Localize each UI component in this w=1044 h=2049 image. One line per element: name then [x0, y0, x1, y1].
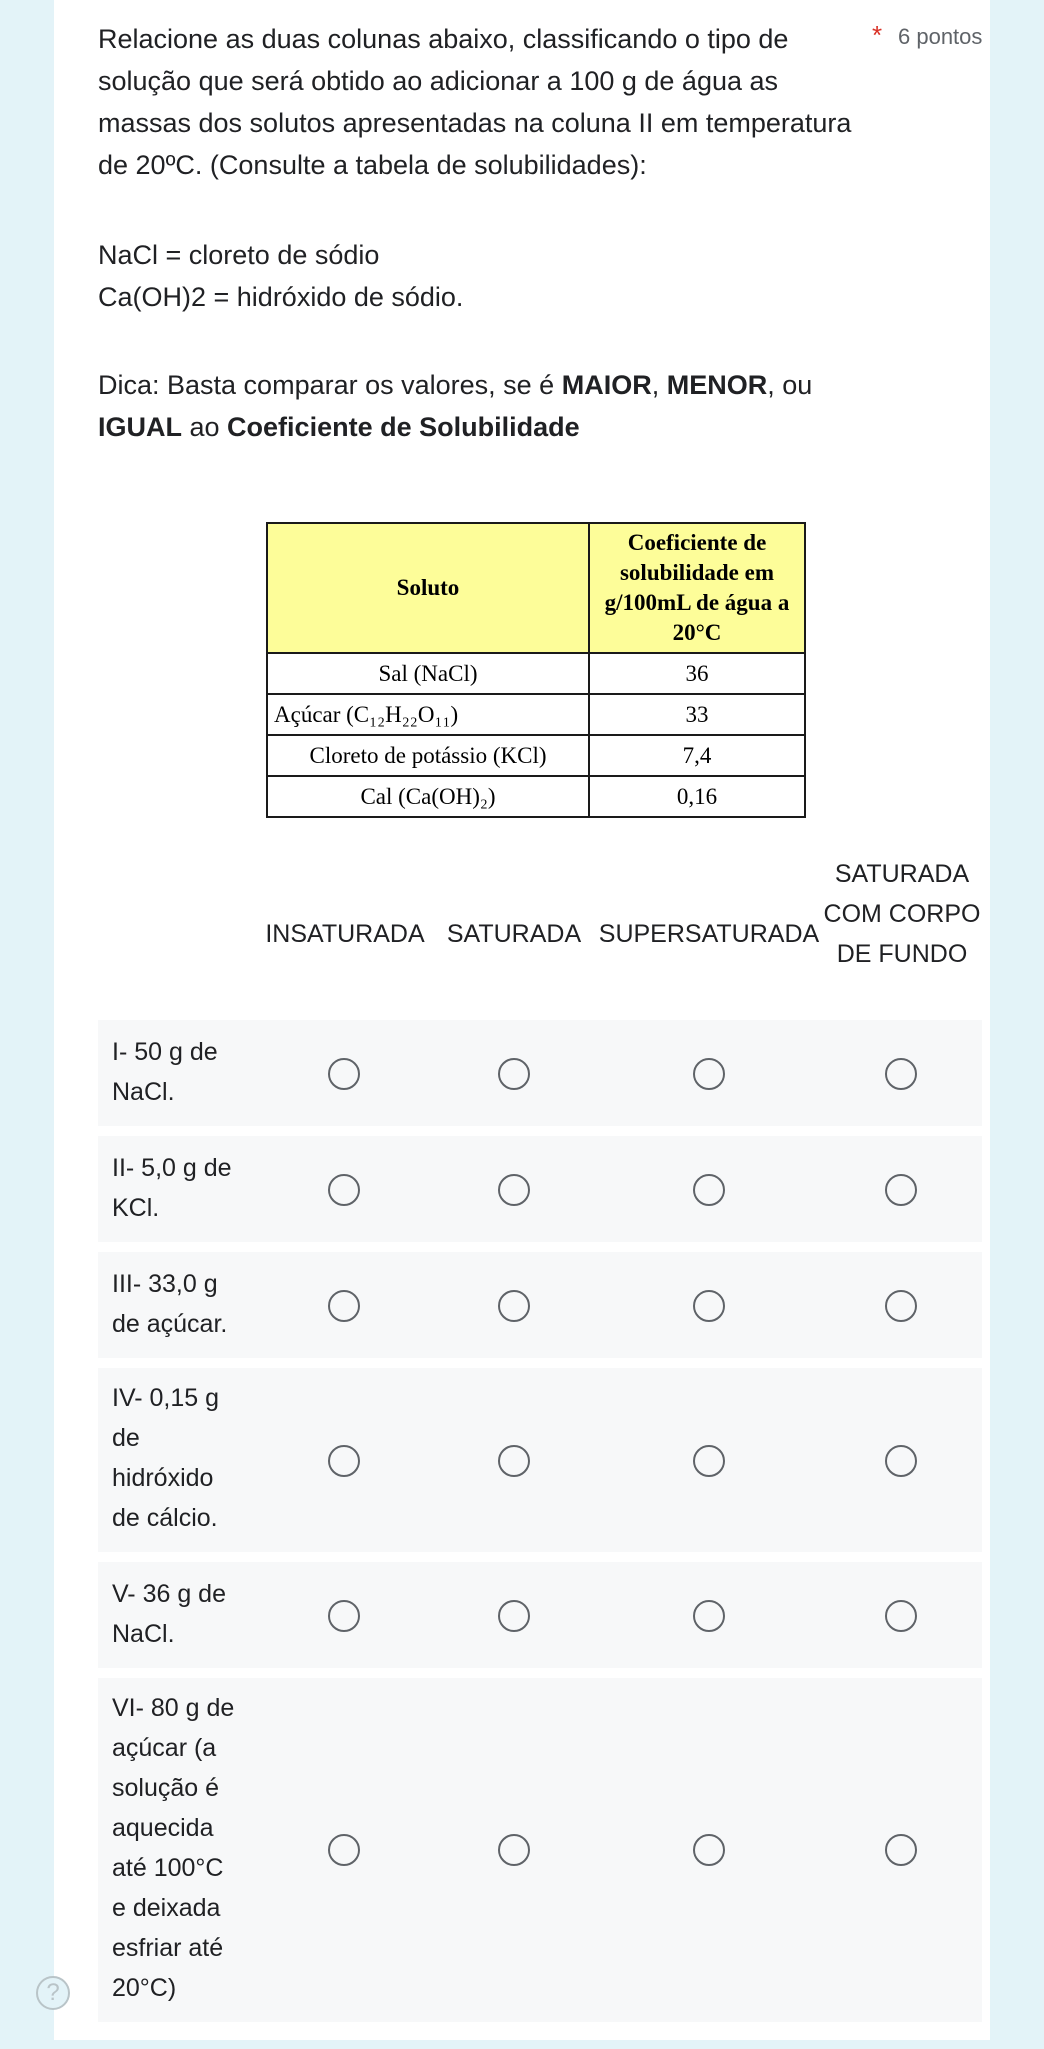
radio-row2-saturada[interactable] [498, 1174, 530, 1206]
radio-row1-saturada[interactable] [498, 1058, 530, 1090]
column-header-saturada-com-corpo-de-fundo: SATURADA COM CORPO DE FUNDO [823, 860, 981, 968]
points-label: 6 pontos [898, 24, 983, 49]
caoh-line: Ca(OH)2 = hidróxido de sódio. [98, 282, 464, 312]
table-row [267, 776, 805, 817]
radio-row3-supersaturada[interactable] [693, 1290, 725, 1322]
radio-row3-insaturada[interactable] [328, 1290, 360, 1322]
hint-text [98, 364, 858, 448]
table-cell-solute: Cloreto de potássio (KCl) [267, 735, 589, 776]
row-label: IV- 0,15 g de hidróxido de cálcio. [112, 1384, 220, 1532]
help-icon[interactable]: ? [36, 1976, 70, 2010]
hint-coef: Coeficiente de Solubilidade [227, 412, 580, 442]
table-row [267, 694, 805, 735]
column-header-insaturada: INSATURADA [265, 920, 425, 948]
radio-row5-corpo-de-fundo[interactable] [885, 1600, 917, 1632]
question-title: Relacione as duas colunas abaixo, classificando o tipo de solução que será obtido ao adicionar a 100 g de água as massas dos solutos apresentadas na coluna II em temperatura de 20ºC. (Consulte a tabela de solubilidades): [98, 24, 852, 180]
table-cell-value: 33 [589, 694, 805, 735]
grid-row-2 [98, 1136, 982, 1242]
table-row [267, 653, 805, 694]
table-header-coef: Coeficiente de solubilidade em g/100mL de água a 20°C [589, 523, 805, 653]
radio-row1-insaturada[interactable] [328, 1058, 360, 1090]
hint-menor: MENOR [666, 370, 768, 400]
row-label: V- 36 g de NaCl. [112, 1580, 226, 1648]
grid-row-6 [98, 1678, 982, 2022]
hint-maior: MAIOR [561, 370, 652, 400]
grid-row-4 [98, 1368, 982, 1552]
grid-row-1 [98, 1020, 982, 1126]
radio-row2-supersaturada[interactable] [693, 1174, 725, 1206]
grid-row-5 [98, 1562, 982, 1668]
row-label: VI- 80 g de açúcar (a solução é aquecida até 100°C e deixada esfriar até 20°C) [112, 1694, 235, 2002]
table-cell-value: 7,4 [589, 735, 805, 776]
table-cell-solute: Sal (NaCl) [267, 653, 589, 694]
radio-row3-saturada[interactable] [498, 1290, 530, 1322]
hint-sep1: , [651, 370, 667, 400]
radio-row4-supersaturada[interactable] [693, 1445, 725, 1477]
row-label: III- 33,0 g de açúcar. [112, 1270, 228, 1338]
radio-row2-corpo-de-fundo[interactable] [885, 1174, 917, 1206]
solubility-table [266, 522, 806, 818]
radio-row3-corpo-de-fundo[interactable] [885, 1290, 917, 1322]
hint-sep2: , ou [767, 370, 813, 400]
radio-row4-insaturada[interactable] [328, 1445, 360, 1477]
radio-row5-saturada[interactable] [498, 1600, 530, 1632]
hint-prefix: Dica: Basta comparar os valores, se é [98, 370, 562, 400]
hint-igual: IGUAL [98, 412, 182, 442]
radio-row6-insaturada[interactable] [328, 1834, 360, 1866]
radio-row5-supersaturada[interactable] [693, 1600, 725, 1632]
radio-row6-supersaturada[interactable] [693, 1834, 725, 1866]
required-mark: * [872, 20, 883, 50]
radio-row6-saturada[interactable] [498, 1834, 530, 1866]
row-label: II- 5,0 g de KCl. [112, 1154, 232, 1222]
table-row [267, 735, 805, 776]
radio-row4-saturada[interactable] [498, 1445, 530, 1477]
table-cell-value: 36 [589, 653, 805, 694]
nacl-line: NaCl = cloreto de sódio [98, 240, 380, 270]
table-cell-solute: Cal (Ca(OH)₂) [267, 776, 589, 817]
table-cell-solute: Açúcar (C₁₂H₂₂O₁₁) [267, 694, 589, 735]
radio-row6-corpo-de-fundo[interactable] [885, 1834, 917, 1866]
column-header-supersaturada: SUPERSATURADA [598, 920, 820, 948]
table-header-solute: Soluto [267, 523, 589, 653]
grid-row-3 [98, 1252, 982, 1358]
table-cell-value: 0,16 [589, 776, 805, 817]
hint-ao: ao [182, 412, 228, 442]
radio-row4-corpo-de-fundo[interactable] [885, 1445, 917, 1477]
radio-row1-corpo-de-fundo[interactable] [885, 1058, 917, 1090]
radio-row2-insaturada[interactable] [328, 1174, 360, 1206]
radio-row1-supersaturada[interactable] [693, 1058, 725, 1090]
radio-row5-insaturada[interactable] [328, 1600, 360, 1632]
column-header-saturada: SATURADA [446, 920, 582, 948]
row-label: I- 50 g de NaCl. [112, 1038, 218, 1106]
